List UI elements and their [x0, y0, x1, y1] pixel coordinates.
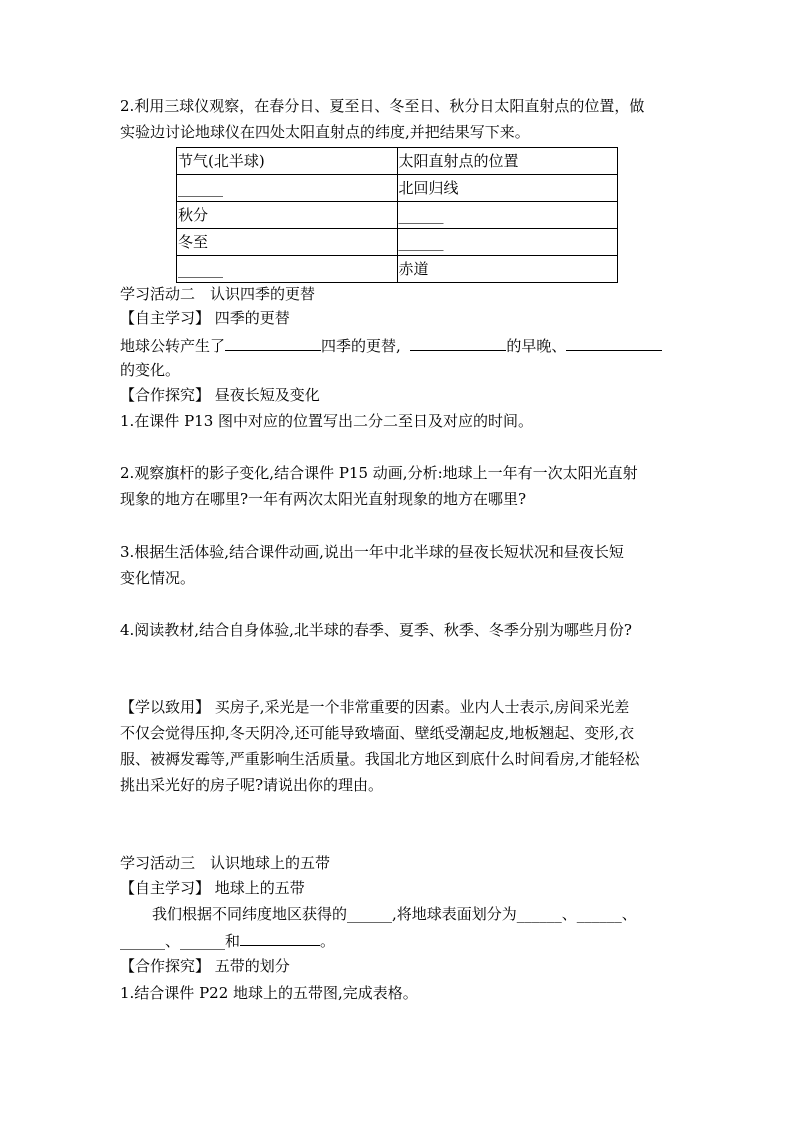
fill-text: 地球公转产生了: [120, 337, 226, 355]
activity2-q2-line1: 2.观察旗杆的影子变化,结合课件 P15 动画,分析:地球上一年有一次太阳光直射: [120, 464, 638, 482]
fill-blank: [566, 335, 662, 351]
fill-text: 四季的更替,: [321, 337, 401, 355]
table-cell: ______: [397, 202, 618, 229]
table-header-cell: 节气(北半球): [177, 148, 398, 175]
fill-blank: [240, 930, 320, 946]
table-cell: 赤道: [397, 256, 618, 283]
fill-text: 的早晚、: [506, 337, 567, 355]
activity2-self-study-heading: 【自主学习】 四季的更替: [120, 309, 290, 327]
table-cell: 冬至: [177, 229, 398, 256]
activity2-q3-line1: 3.根据生活体验,结合课件动画,说出一年中北半球的昼夜长短状况和昼夜长短: [120, 543, 624, 561]
fill-blank: [410, 335, 506, 351]
activity3-coop-heading: 【合作探究】 五带的划分: [120, 957, 290, 975]
activity2-fill-line2: 的变化。: [120, 361, 181, 379]
activity2-q2-line2: 现象的地方在哪里?一年有两次太阳光直射现象的地方在哪里?: [120, 490, 527, 508]
q2-text-line1: 2.利用三球仪观察，在春分日、夏至日、冬至日、秋分日太阳直射点的位置，做: [120, 97, 645, 115]
activity3-fill-line1: 我们根据不同纬度地区获得的______,将地球表面划分为______、______、: [152, 905, 637, 923]
activity2-title: 学习活动二 认识四季的更替: [120, 285, 316, 303]
activity3-fill-line2: [120, 930, 335, 951]
table-header-row: [177, 148, 618, 175]
activity3-self-study-heading: 【自主学习】 地球上的五带: [120, 879, 305, 897]
table-header-cell: 太阳直射点的位置: [397, 148, 618, 175]
activity3-q1: 1.结合课件 P22 地球上的五带图,完成表格。: [120, 984, 418, 1002]
table-row: [177, 202, 618, 229]
solar-position-table: [176, 147, 618, 283]
activity3-title: 学习活动三 认识地球上的五带: [120, 854, 331, 872]
activity2-q1: 1.在课件 P13 图中对应的位置写出二分二至日及对应的时间。: [120, 412, 534, 430]
q2-text-line2: 实验边讨论地球仪在四处太阳直射点的纬度,并把结果写下来。: [120, 123, 530, 141]
fill-text: 。: [320, 932, 336, 950]
table-row: [177, 175, 618, 202]
table-cell: ______: [177, 256, 398, 283]
apply-line1: 【学以致用】 买房子,采光是一个非常重要的因素。业内人士表示,房间采光差: [120, 698, 630, 716]
activity2-q4: 4.阅读教材,结合自身体验,北半球的春季、夏季、秋季、冬季分别为哪些月份?: [120, 621, 632, 639]
table-row: [177, 229, 618, 256]
table-cell: ______: [397, 229, 618, 256]
apply-line3: 服、被褥发霉等,严重影响生活质量。我国北方地区到底什么时间看房,才能轻松: [120, 750, 640, 768]
table-cell: 秋分: [177, 202, 398, 229]
fill-text: ______、______和: [120, 932, 241, 950]
apply-line4: 挑出采光好的房子呢?请说出你的理由。: [120, 776, 384, 794]
table-cell: ______: [177, 175, 398, 202]
table-row: [177, 256, 618, 283]
activity2-fill-line1: [120, 335, 662, 356]
activity2-q3-line2: 变化情况。: [120, 569, 196, 587]
apply-line2: 不仅会觉得压抑,冬天阴冷,还可能导致墙面、壁纸受潮起皮,地板翘起、变形,衣: [120, 724, 635, 742]
activity2-coop-heading: 【合作探究】 昼夜长短及变化: [120, 386, 320, 404]
table-cell: 北回归线: [397, 175, 618, 202]
fill-blank: [225, 335, 321, 351]
